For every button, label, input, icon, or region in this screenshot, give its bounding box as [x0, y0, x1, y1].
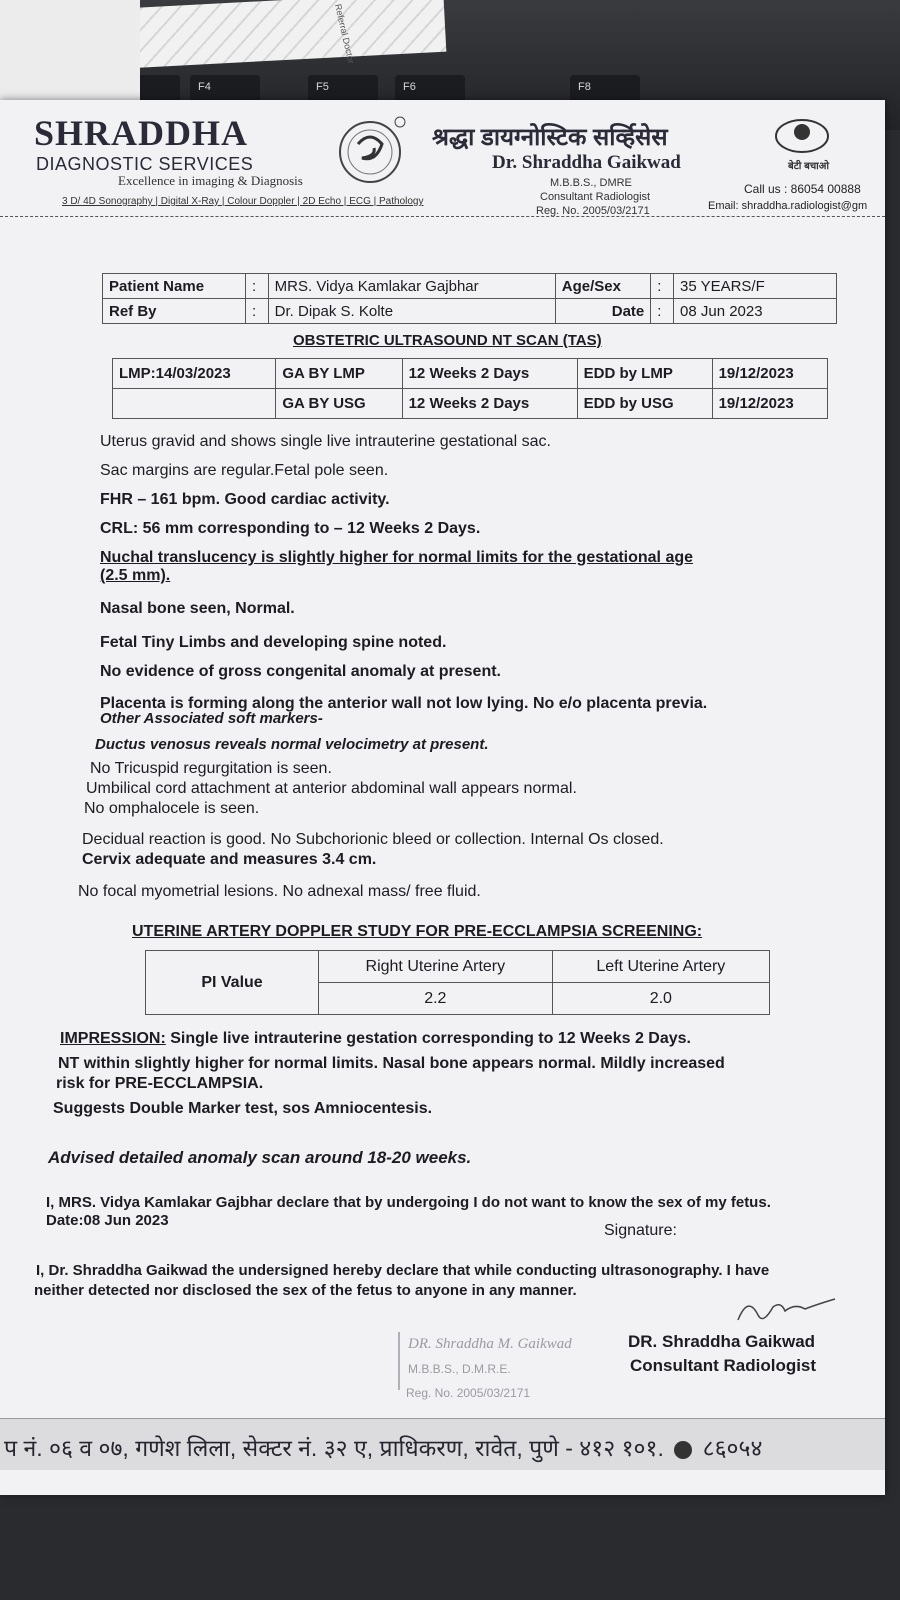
impression-text: Single live intrauterine gestation corresponding to 12 Weeks 2 Days. [165, 1030, 691, 1047]
patient-name: MRS. Vidya Kamlakar Gajbhar [268, 274, 555, 299]
patient-info-table [102, 273, 837, 324]
signature-label: Signature: [604, 1222, 677, 1239]
left-artery-value: 2.0 [552, 983, 769, 1015]
key-f6: F6 [395, 75, 465, 109]
advice: Advised detailed anomaly scan around 18-20 weeks. [48, 1148, 472, 1167]
footer-address: प नं. ०६ व ०७, गणेश लिला, सेक्टर नं. ३२ ए, प्राधिकरण, रावेत, पुणे - ४१२ १०१. [4, 1435, 664, 1461]
finding-line: Decidual reaction is good. No Subchorionic bleed or collection. Internal Os closed. [82, 831, 664, 848]
footer-phone: ८६०५४ [702, 1435, 763, 1461]
table-row [113, 389, 828, 419]
finding-line: FHR – 161 bpm. Good cardiac activity. [100, 491, 390, 508]
signature-scribble [728, 1290, 848, 1330]
doppler-table [145, 950, 770, 1015]
right-artery-value: 2.2 [319, 983, 553, 1015]
edd-lmp-label: EDD by LMP [577, 359, 712, 389]
signoff-name: DR. Shraddha Gaikwad [628, 1332, 816, 1351]
key-f8: F8 [570, 75, 640, 109]
doctor-registration: Reg. No. 2005/03/2171 [536, 205, 650, 217]
ga-lmp: 12 Weeks 2 Days [402, 359, 577, 389]
impression-label: IMPRESSION: [60, 1030, 166, 1047]
empty-cell [113, 389, 276, 419]
address-footer [0, 1418, 885, 1470]
finding-line: No focal myometrial lesions. No adnexal mass/ free fluid. [78, 883, 481, 900]
stamp-bar [398, 1332, 400, 1390]
edd-usg: 19/12/2023 [712, 389, 827, 419]
finding-line: No Tricuspid regurgitation is seen. [90, 760, 332, 777]
finding-line: No omphalocele is seen. [84, 800, 260, 817]
key-f4: F4 [190, 75, 260, 109]
finding-line: Nuchal translucency is slightly higher for normal limits for the gestational age [100, 549, 694, 566]
emblem-icon [334, 114, 406, 186]
name-label: Patient Name [103, 274, 246, 299]
age-label: Age/Sex [555, 274, 651, 299]
finding-line: Ductus venosus reveals normal velocimetry at present. [95, 736, 489, 753]
declaration-date: Date:08 Jun 2023 [46, 1212, 169, 1229]
date-label: Date [555, 299, 651, 324]
doctor-qualifications: M.B.B.S., DMRE [550, 177, 632, 189]
stamp-qualifications: M.B.B.S., D.M.R.E. [408, 1362, 511, 1376]
patient-age: 35 YEARS/F [674, 274, 837, 299]
pi-label: PI Value [146, 951, 319, 1015]
impression-line: NT within slightly higher for normal limits. Nasal bone appears normal. Mildly increased [58, 1055, 725, 1072]
left-artery-label: Left Uterine Artery [552, 951, 769, 983]
report-date: 08 Jun 2023 [674, 299, 837, 324]
email-address: Email: shraddha.radiologist@gm [708, 200, 868, 212]
sep: : [651, 299, 674, 324]
logo-subtitle: DIAGNOSTIC SERVICES [36, 154, 254, 174]
stamp-registration: Reg. No. 2005/03/2171 [406, 1386, 531, 1400]
ga-usg: 12 Weeks 2 Days [402, 389, 577, 419]
ref-doctor: Dr. Dipak S. Kolte [268, 299, 555, 324]
finding-line: Nasal bone seen, Normal. [100, 600, 295, 617]
tagline: Excellence in imaging & Diagnosis [118, 173, 303, 188]
sep: : [245, 274, 268, 299]
table-row [103, 274, 837, 299]
doctor-name: Dr. Shraddha Gaikwad [492, 152, 681, 173]
key-f5: F5 [308, 75, 378, 109]
impression-line: risk for PRE-ECCLAMPSIA. [56, 1075, 264, 1092]
doctor-declaration: I, Dr. Shraddha Gaikwad the undersigned hereby declare that while conducting ultrasonography. I have [36, 1262, 770, 1279]
hindi-clinic-name: श्रद्धा डायग्नोस्टिक सर्व्हिसेस [432, 124, 668, 151]
finding-line: Fetal Tiny Limbs and developing spine noted. [100, 634, 447, 651]
patient-declaration: I, MRS. Vidya Kamlakar Gajbhar declare that by undergoing I do not want to know the sex of my fetus. [46, 1194, 771, 1211]
finding-line: Placenta is forming along the anterior wall not low lying. No e/o placenta previa. [100, 695, 708, 712]
dates-table [112, 358, 828, 419]
doppler-title: UTERINE ARTERY DOPPLER STUDY FOR PRE-ECCLAMPSIA SCREENING: [132, 923, 703, 940]
scan-title: OBSTETRIC ULTRASOUND NT SCAN (TAS) [293, 332, 602, 349]
edd-usg-label: EDD by USG [577, 389, 712, 419]
signoff-role: Consultant Radiologist [630, 1356, 817, 1375]
logo-name: SHRADDHA [34, 113, 249, 153]
report-sheet [0, 100, 885, 1495]
finding-line: CRL: 56 mm corresponding to – 12 Weeks 2 Days. [100, 520, 481, 537]
impression-line: Suggests Double Marker test, sos Amniocentesis. [53, 1100, 433, 1117]
header-divider [0, 216, 885, 217]
finding-line: Uterus gravid and shows single live intrauterine gestational sac. [100, 433, 551, 450]
ga-usg-label: GA BY USG [276, 389, 402, 419]
stamp-name: DR. Shraddha M. Gaikwad [408, 1336, 572, 1352]
finding-line: (2.5 mm). [100, 567, 171, 584]
sep: : [245, 299, 268, 324]
finding-line: Other Associated soft markers- [100, 710, 323, 727]
edd-lmp: 19/12/2023 [712, 359, 827, 389]
table-row [113, 359, 828, 389]
table-row [103, 299, 837, 324]
sep: : [651, 274, 674, 299]
girl-child-icon [770, 114, 834, 154]
campaign-text: बेटी बचाओ [788, 161, 829, 172]
doctor-role: Consultant Radiologist [540, 191, 651, 203]
right-artery-label: Right Uterine Artery [319, 951, 553, 983]
ref-label: Ref By [103, 299, 246, 324]
services-list: 3 D/ 4D Sonography | Digital X-Ray | Colour Doppler | 2D Echo | ECG | Pathology [62, 196, 424, 207]
lmp: LMP:14/03/2023 [113, 359, 276, 389]
finding-line: Sac margins are regular.Fetal pole seen. [100, 462, 389, 479]
impression-line [60, 1030, 691, 1048]
scrap-text: Referral Doctor [332, 2, 357, 65]
whatsapp-icon [674, 1441, 692, 1459]
ga-lmp-label: GA BY LMP [276, 359, 402, 389]
table-row [146, 951, 770, 983]
finding-line: Umbilical cord attachment at anterior abdominal wall appears normal. [86, 780, 577, 797]
phone-number: Call us : 86054 00888 [744, 182, 861, 196]
finding-line: No evidence of gross congenital anomaly at present. [100, 663, 501, 680]
finding-line: Cervix adequate and measures 3.4 cm. [82, 851, 377, 868]
doctor-declaration: neither detected nor disclosed the sex of the fetus to anyone in any manner. [34, 1282, 577, 1299]
